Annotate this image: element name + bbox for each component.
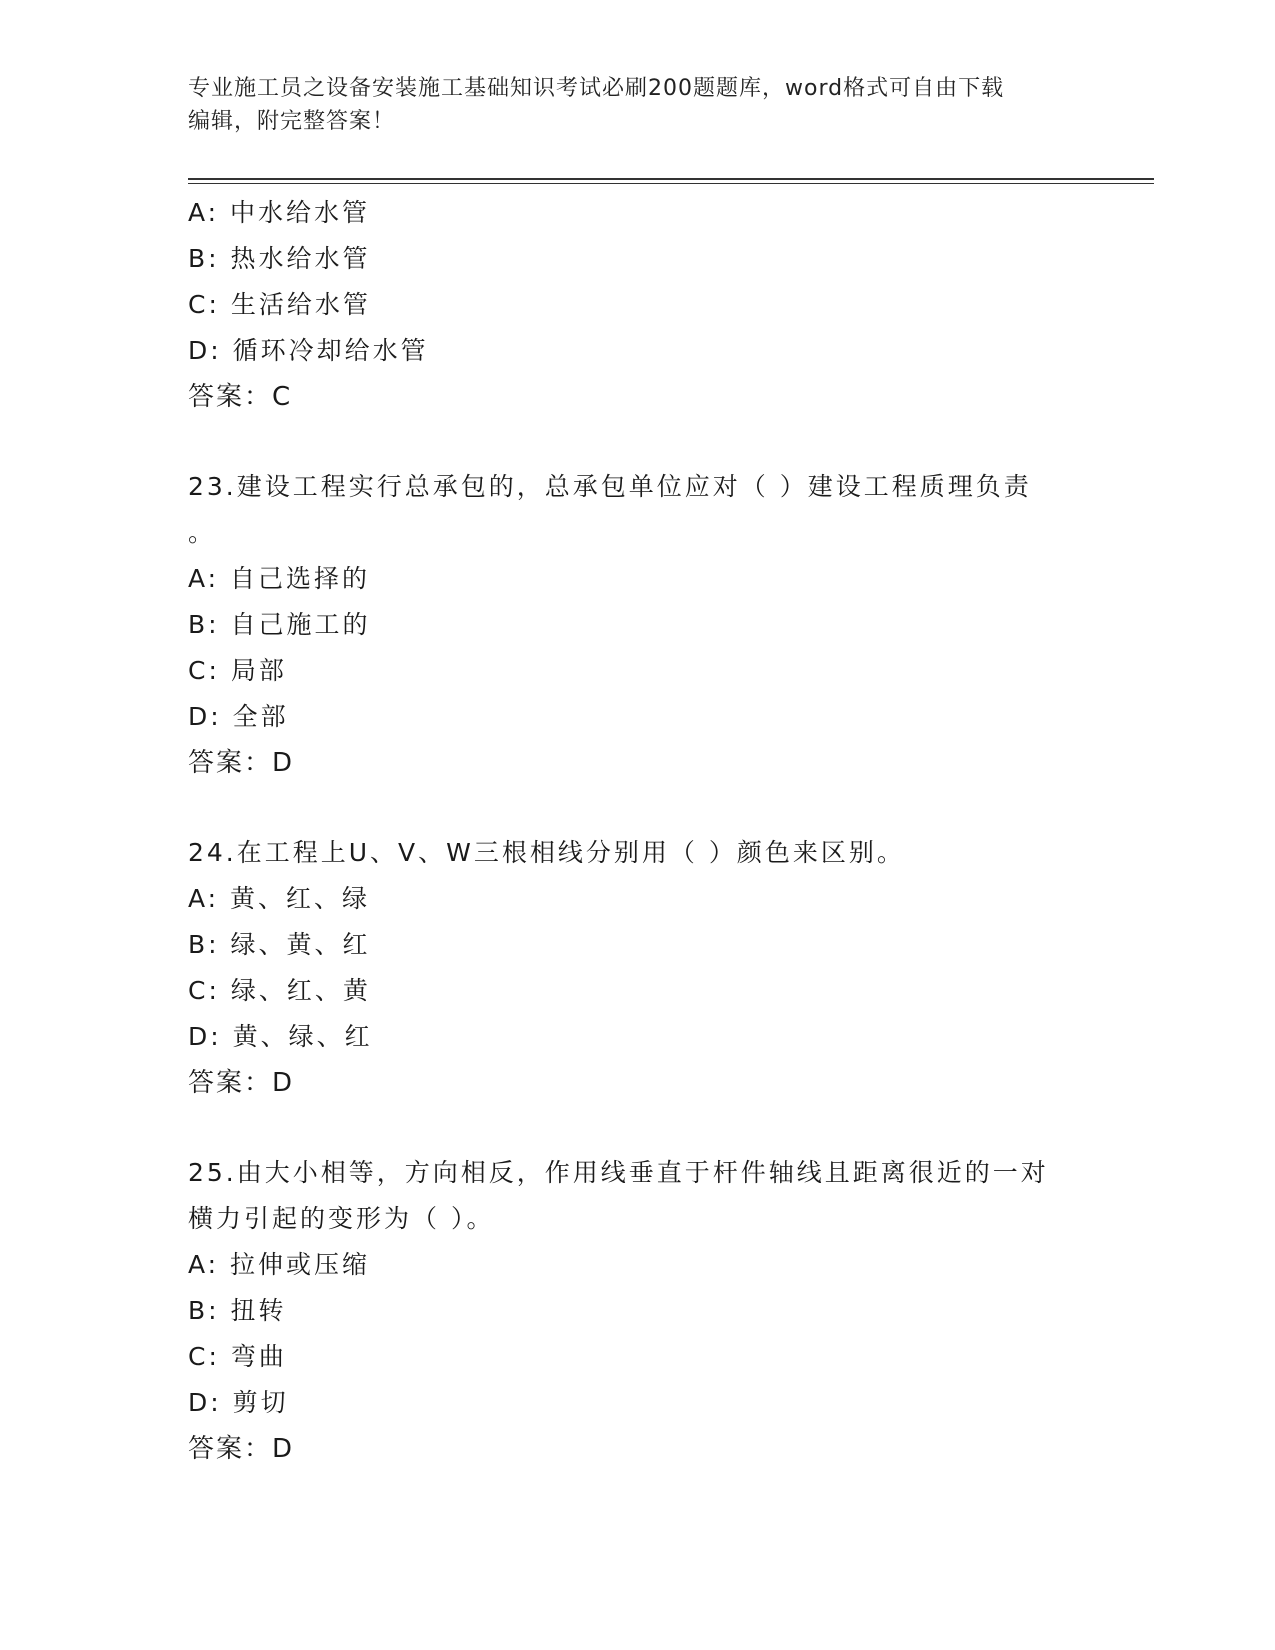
option-b: B: 绿、黄、红 xyxy=(188,930,371,959)
question-text-continued: 。 xyxy=(188,518,217,547)
option-a: A: 拉伸或压缩 xyxy=(188,1250,371,1279)
option-c: C: 绿、红、黄 xyxy=(188,976,371,1005)
header-line-1: 专业施工员之设备安装施工基础知识考试必刷200题题库，word格式可自由下载 xyxy=(188,76,1005,101)
option-c: C: 局部 xyxy=(188,656,287,685)
option-c: C: 生活给水管 xyxy=(188,290,371,319)
option-b: B: 自己施工的 xyxy=(188,610,371,639)
answer: 答案：D xyxy=(188,748,295,778)
question-24 xyxy=(188,830,1088,1106)
option-d: D: 循环冷却给水管 xyxy=(188,336,429,365)
option-d: D: 黄、绿、红 xyxy=(188,1022,373,1051)
answer: 答案：C xyxy=(188,382,293,412)
header-divider-thick xyxy=(188,178,1154,180)
question-list xyxy=(188,190,1088,1472)
option-b: B: 扭转 xyxy=(188,1296,287,1325)
answer: 答案：D xyxy=(188,1068,295,1098)
question-22 xyxy=(188,190,1088,420)
question-text: 25.由大小相等，方向相反，作用线垂直于杆件轴线且距离很近的一对 xyxy=(188,1158,1049,1187)
option-a: A: 黄、红、绿 xyxy=(188,884,371,913)
option-b: B: 热水给水管 xyxy=(188,244,371,273)
question-text-continued: 横力引起的变形为（ ）。 xyxy=(188,1204,495,1233)
header-line-2: 编辑，附完整答案！ xyxy=(188,109,396,134)
option-a: A: 自己选择的 xyxy=(188,564,371,593)
document-header xyxy=(188,72,1088,138)
answer: 答案：D xyxy=(188,1434,295,1464)
option-d: D: 剪切 xyxy=(188,1388,289,1417)
question-text: 24.在工程上U、V、W三根相线分别用（ ）颜色来区别。 xyxy=(188,838,905,867)
header-divider-thin xyxy=(188,183,1154,184)
option-c: C: 弯曲 xyxy=(188,1342,287,1371)
option-a: A: 中水给水管 xyxy=(188,198,371,227)
question-text: 23.建设工程实行总承包的，总承包单位应对（ ）建设工程质理负责 xyxy=(188,472,1032,501)
question-25 xyxy=(188,1150,1088,1472)
question-23 xyxy=(188,464,1088,786)
option-d: D: 全部 xyxy=(188,702,289,731)
